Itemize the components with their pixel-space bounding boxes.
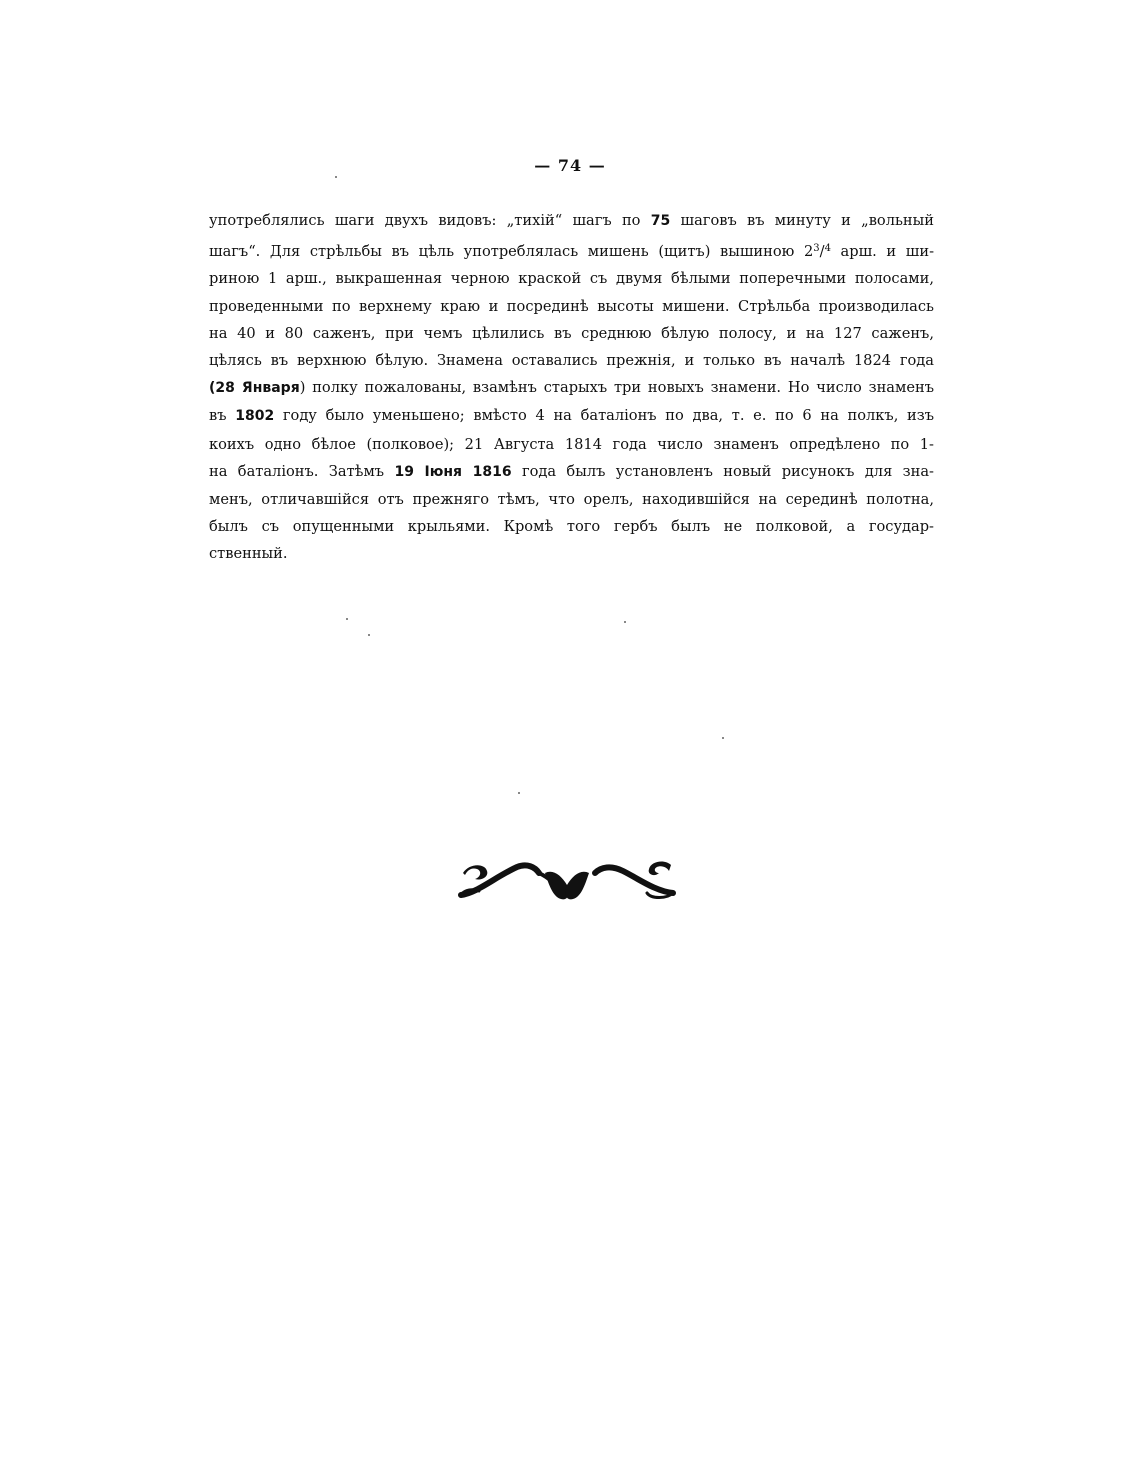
fraction-digit: 4	[824, 243, 831, 255]
text-line	[209, 235, 934, 265]
text-segment: ственный.	[209, 545, 288, 563]
text-segment: года былъ установленъ новый рисунокъ для зна-	[511, 462, 934, 480]
text-segment: шагъ“. Для стрѣльбы въ цѣль употреблялась мишень (щитъ) вышиною 2	[209, 243, 814, 261]
text-segment: на 40 и 80 саженъ, при чемъ цѣлились въ среднюю бѣлую полосу, и на 127 саженъ,	[209, 324, 934, 342]
bold-text: 1802	[235, 408, 275, 425]
text-segment: въ	[209, 407, 236, 425]
scroll-ornament-icon	[455, 855, 680, 905]
text-segment: коихъ одно бѣлое (полковое); 21 Августа 1814 года число знаменъ опредѣлено по 1-	[209, 435, 934, 453]
text-line	[209, 265, 934, 292]
bold-text: (28 Января	[209, 380, 300, 397]
text-line	[209, 293, 934, 320]
scan-speck	[335, 176, 337, 178]
scan-speck	[722, 737, 724, 739]
text-segment: употреблялись шаги двухъ видовъ: „тихій“ шагъ по	[209, 212, 651, 229]
text-segment: году было уменьшено; вмѣсто 4 на баталіонъ по два, т. е. по 6 на полкъ, изъ	[274, 407, 934, 425]
scan-speck	[368, 634, 370, 636]
bold-text: 75	[650, 213, 671, 229]
text-segment: проведенными по верхнему краю и посрединѣ высоты мишени. Стрѣльба производилась	[209, 297, 934, 315]
text-line	[209, 540, 934, 567]
text-line	[209, 374, 934, 402]
text-segment: шаговъ въ минуту и „вольный	[670, 212, 934, 229]
body-paragraph	[209, 207, 934, 568]
text-line	[209, 513, 934, 540]
scan-speck	[518, 792, 520, 794]
text-segment: менъ, отличавшійся отъ прежняго тѣмъ, что орелъ, находившійся на серединѣ полотна,	[209, 491, 934, 509]
text-segment: арш. и ши-	[830, 243, 934, 261]
bold-text: 19 Іюня 1816	[394, 463, 512, 480]
text-line	[209, 458, 934, 486]
text-segment: /	[819, 243, 825, 261]
text-segment: былъ съ опущенными крыльями. Кромѣ того гербъ былъ не полковой, а государ-	[209, 518, 934, 536]
text-segment: риною 1 арш., выкрашенная черною краской съ двумя бѣлыми поперечными полосами,	[209, 270, 934, 288]
text-segment: на баталіонъ. Затѣмъ	[209, 462, 395, 480]
text-segment: цѣлясь въ верхнюю бѣлую. Знамена оставались прежнія, и только въ началѣ 1824 года	[209, 352, 934, 370]
fraction-digit: 3	[813, 243, 820, 255]
scan-speck	[624, 621, 626, 623]
page-number: — 74 —	[534, 156, 606, 175]
text-line	[209, 347, 934, 374]
text-line	[209, 402, 934, 430]
text-line	[209, 431, 934, 458]
text-line	[209, 486, 934, 513]
text-segment: ) полку пожалованы, взамѣнъ старыхъ три новыхъ знамени. Но число знаменъ	[299, 379, 934, 397]
text-line	[209, 320, 934, 347]
text-line	[209, 207, 934, 235]
scan-speck	[346, 618, 348, 620]
